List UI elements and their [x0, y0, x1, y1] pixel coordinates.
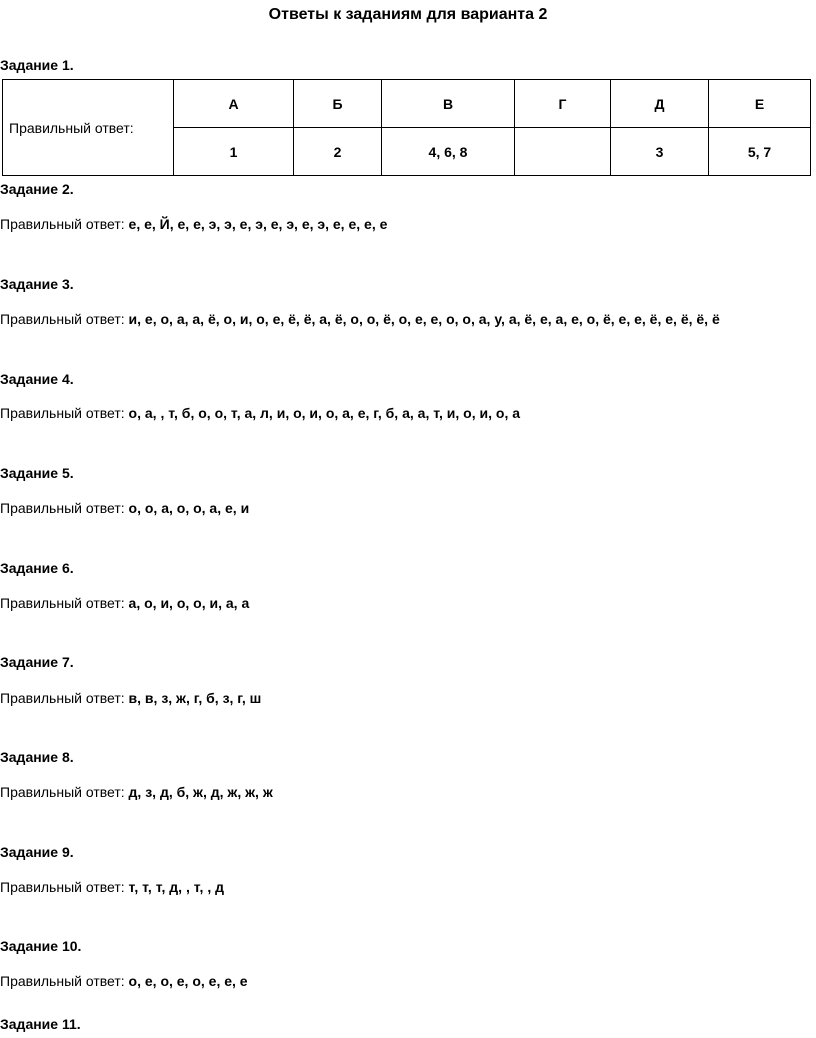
- task-3-heading: Задание 3.: [0, 276, 74, 292]
- table-cell: 4, 6, 8: [382, 128, 515, 176]
- table-column-header: Д: [611, 80, 709, 128]
- answer-value: о, е, о, е, о, е, е, е: [128, 973, 248, 989]
- task-8-heading: Задание 8.: [0, 749, 74, 765]
- task-9-heading: Задание 9.: [0, 844, 74, 860]
- answer-label: Правильный ответ:: [0, 879, 129, 895]
- answer-value: т, т, т, д, , т, , д: [128, 879, 224, 895]
- answer-value: и, е, о, а, а, ё, о, и, о, е, ё, ё, а, ё, о, о, ё, о, е, е, о, о, а, у, а, ё, е, а, е, о, ё, е, е, ё, е, ё, ё, ё: [128, 311, 720, 327]
- task-6-heading: Задание 6.: [0, 560, 74, 576]
- answer-value: д, з, д, б, ж, д, ж, ж, ж: [128, 784, 273, 800]
- task-5-answer: [0, 499, 249, 517]
- answer-value: в, в, з, ж, г, б, з, г, ш: [128, 690, 262, 706]
- task-8-answer: [0, 783, 273, 801]
- document-title: Ответы к заданиям для варианта 2: [268, 6, 548, 23]
- answer-value: о, а, , т, б, о, о, т, а, л, и, о, и, о, а, е, г, б, а, а, т, и, о, и, о, а: [128, 405, 521, 421]
- answer-label: Правильный ответ:: [0, 405, 129, 421]
- task-11-heading: Задание 11.: [0, 1016, 81, 1032]
- table-cell: 2: [294, 128, 382, 176]
- table-cell: [515, 128, 611, 176]
- table-column-header: А: [174, 80, 294, 128]
- answer-label: Правильный ответ:: [0, 784, 129, 800]
- task-7-answer: [0, 689, 261, 707]
- task-2-heading: Задание 2.: [0, 181, 74, 197]
- answer-label: Правильный ответ:: [0, 216, 129, 232]
- task-4-answer: [0, 404, 520, 422]
- answer-label: Правильный ответ:: [0, 973, 129, 989]
- answer-label: Правильный ответ:: [0, 690, 129, 706]
- table-column-header: Б: [294, 80, 382, 128]
- task-1-answer-table: [2, 79, 811, 176]
- table-column-header: В: [382, 80, 515, 128]
- task-10-heading: Задание 10.: [0, 938, 82, 954]
- answer-label: Правильный ответ:: [0, 311, 129, 327]
- task-10-answer: [0, 972, 248, 990]
- task-2-answer: [0, 215, 387, 233]
- task-3-answer: [0, 310, 720, 328]
- table-header-row: [3, 80, 811, 128]
- answer-value: о, о, а, о, о, а, е, и: [128, 500, 250, 516]
- answer-value: а, о, и, о, о, и, а, а: [128, 595, 250, 611]
- answer-label: Правильный ответ:: [0, 500, 129, 516]
- task-1-heading: Задание 1.: [0, 57, 74, 73]
- task-9-answer: [0, 878, 224, 896]
- table-column-header: Е: [709, 80, 811, 128]
- answer-label: Правильный ответ:: [0, 595, 129, 611]
- table-cell: 5, 7: [709, 128, 811, 176]
- table-cell: 1: [174, 128, 294, 176]
- task-5-heading: Задание 5.: [0, 465, 74, 481]
- table-row-label: Правильный ответ:: [3, 80, 174, 176]
- table-cell: 3: [611, 128, 709, 176]
- answer-value: е, е, Й, е, е, э, э, е, э, е, э, е, э, е, е, е, е: [128, 216, 388, 232]
- task-4-heading: Задание 4.: [0, 371, 74, 387]
- task-7-heading: Задание 7.: [0, 654, 74, 670]
- task-6-answer: [0, 594, 249, 612]
- table-column-header: Г: [515, 80, 611, 128]
